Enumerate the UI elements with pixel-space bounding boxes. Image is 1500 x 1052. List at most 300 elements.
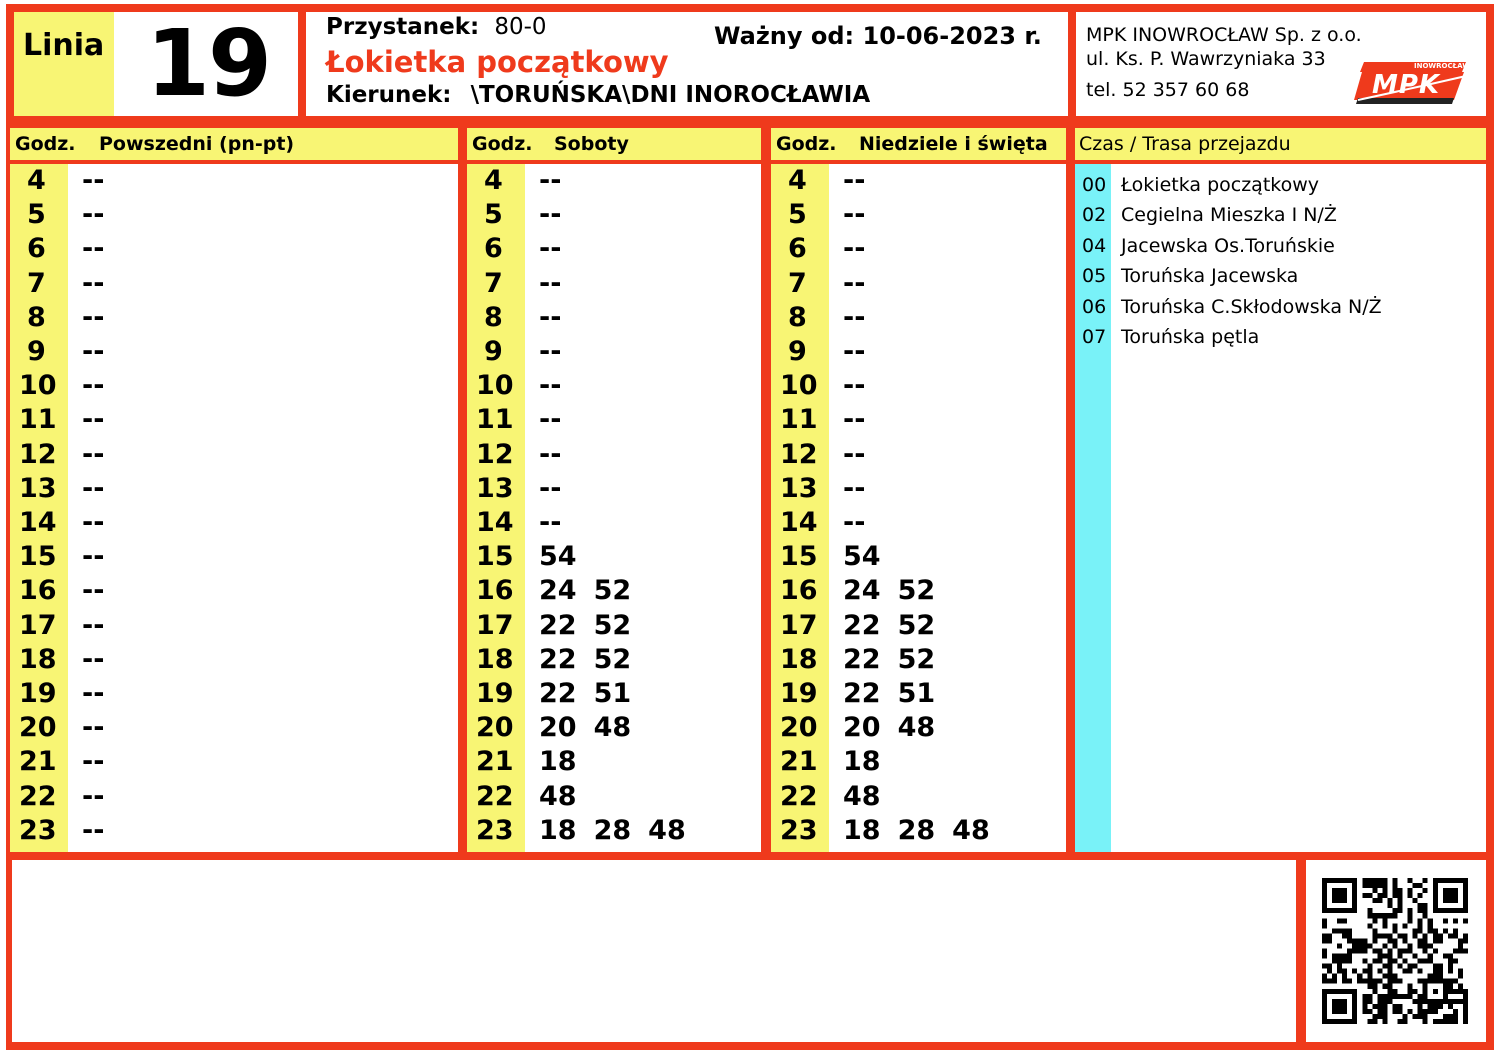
route-stop-name: Toruńska pętla bbox=[1121, 326, 1260, 348]
sunday-label: Niedziele i święta bbox=[859, 133, 1048, 155]
timetable-row bbox=[467, 472, 761, 506]
route-time: 02 bbox=[1082, 204, 1107, 227]
minutes-cell bbox=[539, 711, 648, 745]
route-stop-name: Toruńska C.Skłodowska N/Ż bbox=[1121, 295, 1382, 318]
timetable-row bbox=[771, 403, 1066, 437]
departure-minute: -- bbox=[82, 507, 105, 538]
departure-minute: -- bbox=[82, 541, 105, 573]
weekday-body bbox=[10, 164, 458, 852]
departure-minute: -- bbox=[843, 438, 866, 470]
hour-cell: 15 bbox=[476, 541, 514, 573]
departure-minute: 18 bbox=[843, 814, 881, 846]
minutes-cell bbox=[539, 643, 648, 677]
timetable-row bbox=[467, 198, 761, 232]
mpk-logo-icon bbox=[1354, 58, 1470, 108]
minutes-cell bbox=[82, 472, 121, 506]
timetable-row bbox=[10, 164, 458, 198]
minutes-cell bbox=[539, 472, 578, 506]
line-label-panel bbox=[14, 12, 114, 116]
hour-cell: 7 bbox=[788, 267, 807, 299]
timetable-row bbox=[467, 267, 761, 301]
departure-minute: 20 bbox=[843, 712, 881, 744]
timetable-row bbox=[10, 643, 458, 677]
departure-minute: -- bbox=[843, 336, 866, 367]
minutes-cell bbox=[843, 745, 898, 779]
minutes-cell bbox=[843, 335, 882, 369]
route-time: 06 bbox=[1082, 295, 1107, 318]
hour-cell: 8 bbox=[788, 301, 807, 333]
departure-minute: 52 bbox=[593, 575, 632, 607]
timetable-row bbox=[10, 506, 458, 540]
departure-minute: 24 bbox=[843, 575, 881, 607]
departure-minute: 18 bbox=[539, 746, 577, 778]
timetable-row bbox=[467, 540, 761, 574]
departure-minute: 22 bbox=[539, 643, 577, 675]
minutes-cell bbox=[539, 438, 578, 472]
departure-minute: -- bbox=[539, 472, 562, 504]
timetable-row bbox=[771, 609, 1066, 643]
hour-cell: 12 bbox=[476, 438, 514, 470]
timetable-row bbox=[10, 780, 458, 814]
route-time: 07 bbox=[1082, 326, 1107, 348]
company-phone: tel. 52 357 60 68 bbox=[1086, 79, 1250, 101]
saturday-label: Soboty bbox=[554, 133, 629, 155]
timetable-row bbox=[467, 506, 761, 540]
departure-minute: 48 bbox=[648, 814, 686, 846]
route-body bbox=[1075, 164, 1486, 852]
minutes-cell bbox=[539, 745, 594, 779]
departure-minute: -- bbox=[82, 233, 105, 265]
hour-cell: 22 bbox=[780, 780, 818, 812]
departure-minute: 51 bbox=[897, 678, 936, 709]
timetable-row bbox=[771, 232, 1066, 266]
route-time: 00 bbox=[1082, 174, 1107, 196]
hour-cell: 15 bbox=[19, 541, 57, 573]
minutes-cell bbox=[82, 780, 121, 814]
minutes-cell bbox=[843, 301, 882, 335]
hour-cell: 6 bbox=[788, 233, 807, 265]
departure-minute: -- bbox=[82, 746, 105, 778]
line-number: 19 bbox=[146, 10, 271, 117]
departure-minute: -- bbox=[82, 267, 105, 299]
timetable-row bbox=[10, 574, 458, 608]
departure-minute: -- bbox=[82, 165, 105, 196]
company-panel bbox=[1076, 12, 1486, 116]
minutes-cell bbox=[82, 164, 121, 198]
hour-label: Godz. bbox=[15, 133, 76, 155]
minutes-cell bbox=[539, 301, 578, 335]
stop-label: Przystanek: bbox=[326, 14, 480, 40]
minutes-cell bbox=[843, 506, 882, 540]
hour-cell: 4 bbox=[484, 165, 503, 196]
departure-minute: -- bbox=[82, 712, 105, 744]
minutes-cell bbox=[82, 267, 121, 301]
departure-minute: -- bbox=[539, 507, 562, 538]
departure-minute: -- bbox=[539, 199, 562, 231]
saturday-header bbox=[467, 128, 761, 160]
hour-cell: 5 bbox=[788, 199, 807, 231]
timetable-row bbox=[771, 438, 1066, 472]
minutes-cell bbox=[82, 745, 121, 779]
departure-minute: 24 bbox=[539, 575, 577, 607]
direction-label: Kierunek: bbox=[326, 82, 452, 108]
hour-cell: 20 bbox=[780, 712, 818, 744]
hour-cell: 9 bbox=[788, 336, 807, 367]
hour-cell: 23 bbox=[19, 814, 57, 846]
departure-minute: 52 bbox=[593, 643, 632, 675]
timetable-row bbox=[10, 540, 458, 574]
notes-area bbox=[12, 860, 1296, 1042]
departure-minute: 48 bbox=[539, 780, 577, 812]
minutes-cell bbox=[82, 369, 121, 403]
timetable-row bbox=[467, 301, 761, 335]
minutes-cell bbox=[82, 643, 121, 677]
departure-minute: -- bbox=[539, 233, 562, 265]
timetable-row bbox=[467, 164, 761, 198]
minutes-cell bbox=[843, 232, 882, 266]
hour-cell: 17 bbox=[476, 609, 514, 641]
departure-minute: -- bbox=[843, 404, 866, 436]
timetable-row bbox=[771, 540, 1066, 574]
timetable-row bbox=[771, 164, 1066, 198]
stop-info-panel bbox=[306, 12, 1068, 116]
departure-minute: 52 bbox=[593, 609, 632, 641]
timetable-row bbox=[10, 438, 458, 472]
minutes-cell bbox=[843, 403, 882, 437]
timetable-row bbox=[771, 198, 1066, 232]
minutes-cell bbox=[843, 677, 952, 711]
hour-cell: 12 bbox=[19, 438, 57, 470]
route-time: 04 bbox=[1082, 234, 1107, 257]
hour-cell: 11 bbox=[19, 404, 57, 436]
stop-name: Łokietka początkowy bbox=[326, 45, 669, 79]
minutes-cell bbox=[843, 643, 952, 677]
hour-cell: 14 bbox=[19, 507, 57, 538]
minutes-cell bbox=[539, 232, 578, 266]
timetable-row bbox=[771, 814, 1066, 848]
route-label: Czas / Trasa przejazdu bbox=[1079, 133, 1291, 155]
timetable-row bbox=[771, 780, 1066, 814]
hour-label: Godz. bbox=[472, 133, 533, 155]
timetable-row bbox=[467, 609, 761, 643]
logo-subtext: INOWROCŁAW bbox=[1414, 62, 1470, 70]
timetable-row bbox=[10, 198, 458, 232]
hour-cell: 11 bbox=[476, 404, 514, 436]
hour-cell: 22 bbox=[476, 780, 514, 812]
minutes-cell bbox=[539, 540, 594, 574]
route-stop-name: Łokietka początkowy bbox=[1121, 174, 1320, 196]
departure-minute: 22 bbox=[539, 678, 577, 709]
timetable-row bbox=[771, 472, 1066, 506]
timetable-row bbox=[10, 403, 458, 437]
minutes-cell bbox=[82, 438, 121, 472]
timetable-row bbox=[10, 335, 458, 369]
minutes-cell bbox=[82, 198, 121, 232]
timetable-row bbox=[467, 643, 761, 677]
departure-minute: 18 bbox=[843, 746, 881, 778]
weekday-label: Powszedni (pn-pt) bbox=[99, 133, 295, 155]
timetable-row bbox=[10, 301, 458, 335]
route-time: 05 bbox=[1082, 265, 1107, 288]
hour-cell: 14 bbox=[476, 507, 514, 538]
direction: \TORUŃSKA\DNI INOROCŁAWIA bbox=[470, 82, 871, 108]
departure-minute: -- bbox=[82, 438, 105, 470]
saturday-body bbox=[467, 164, 761, 852]
departure-minute: -- bbox=[82, 609, 105, 641]
departure-minute: -- bbox=[843, 370, 866, 402]
hour-cell: 20 bbox=[19, 712, 57, 744]
minutes-cell bbox=[82, 506, 121, 540]
departure-minute: -- bbox=[539, 404, 562, 436]
timetable-row bbox=[467, 369, 761, 403]
departure-minute: -- bbox=[82, 370, 105, 402]
timetable-row bbox=[771, 267, 1066, 301]
hour-cell: 19 bbox=[19, 678, 57, 709]
departure-minute: -- bbox=[843, 472, 866, 504]
line-label: Linia bbox=[23, 28, 105, 63]
departure-minute: 51 bbox=[593, 678, 632, 709]
minutes-cell bbox=[843, 814, 1007, 848]
hour-cell: 10 bbox=[780, 370, 818, 402]
hour-cell: 5 bbox=[484, 199, 503, 231]
minutes-cell bbox=[539, 677, 648, 711]
departure-minute: -- bbox=[82, 404, 105, 436]
timetable-row bbox=[467, 335, 761, 369]
departure-minute: 28 bbox=[897, 814, 936, 846]
timetable-row bbox=[467, 745, 761, 779]
hour-cell: 19 bbox=[780, 678, 818, 709]
departure-minute: -- bbox=[843, 507, 866, 538]
departure-minute: 54 bbox=[843, 541, 881, 573]
minutes-cell bbox=[843, 164, 882, 198]
hour-cell: 13 bbox=[476, 472, 514, 504]
departure-minute: -- bbox=[539, 267, 562, 299]
company-address: ul. Ks. P. Wawrzyniaka 33 bbox=[1086, 48, 1326, 70]
hour-cell: 9 bbox=[484, 336, 503, 367]
hour-cell: 13 bbox=[19, 472, 57, 504]
minutes-cell bbox=[539, 198, 578, 232]
departure-minute: 52 bbox=[897, 575, 936, 607]
departure-minute: -- bbox=[843, 233, 866, 265]
minutes-cell bbox=[539, 369, 578, 403]
timetable-row bbox=[467, 438, 761, 472]
qr-panel bbox=[1306, 860, 1486, 1042]
minutes-cell bbox=[539, 609, 648, 643]
timetable-row bbox=[467, 711, 761, 745]
logo-text: MPK bbox=[1372, 70, 1441, 100]
minutes-cell bbox=[539, 267, 578, 301]
timetable-row bbox=[10, 609, 458, 643]
hour-cell: 16 bbox=[780, 575, 818, 607]
departure-minute: -- bbox=[82, 336, 105, 367]
departure-minute: -- bbox=[82, 643, 105, 675]
minutes-cell bbox=[843, 438, 882, 472]
minutes-cell bbox=[82, 574, 121, 608]
timetable-row bbox=[771, 301, 1066, 335]
hour-cell: 17 bbox=[19, 609, 57, 641]
timetable-row bbox=[771, 574, 1066, 608]
minutes-cell bbox=[82, 711, 121, 745]
departure-minute: 22 bbox=[539, 609, 577, 641]
minutes-cell bbox=[82, 335, 121, 369]
minutes-cell bbox=[843, 574, 952, 608]
departure-minute: 18 bbox=[539, 814, 577, 846]
timetable-row bbox=[10, 472, 458, 506]
departure-minute: -- bbox=[82, 814, 105, 846]
route-stop-name: Cegielna Mieszka I N/Ż bbox=[1121, 204, 1337, 227]
hour-cell: 18 bbox=[19, 643, 57, 675]
minutes-cell bbox=[82, 301, 121, 335]
hour-cell: 7 bbox=[484, 267, 503, 299]
hour-cell: 23 bbox=[780, 814, 818, 846]
departure-minute: 22 bbox=[843, 643, 881, 675]
departure-minute: -- bbox=[843, 267, 866, 299]
timetable-row bbox=[10, 267, 458, 301]
valid-from: Ważny od: 10-06-2023 r. bbox=[714, 22, 1042, 50]
timetable-row bbox=[467, 232, 761, 266]
minutes-cell bbox=[843, 711, 952, 745]
minutes-cell bbox=[82, 677, 121, 711]
hour-cell: 5 bbox=[27, 199, 46, 231]
hour-cell: 11 bbox=[780, 404, 818, 436]
departure-minute: -- bbox=[82, 575, 105, 607]
timetable-row bbox=[10, 677, 458, 711]
departure-minute: 22 bbox=[843, 678, 881, 709]
weekday-header bbox=[10, 128, 458, 160]
hour-cell: 21 bbox=[476, 746, 514, 778]
company-name: MPK INOWROCŁAW Sp. z o.o. bbox=[1086, 24, 1362, 46]
timetable-row bbox=[467, 677, 761, 711]
timetable-row bbox=[771, 369, 1066, 403]
timetable-row bbox=[771, 643, 1066, 677]
minutes-cell bbox=[843, 780, 898, 814]
hour-cell: 14 bbox=[780, 507, 818, 538]
departure-minute: -- bbox=[539, 370, 562, 402]
hour-label: Godz. bbox=[776, 133, 837, 155]
hour-cell: 18 bbox=[780, 643, 818, 675]
hour-cell: 17 bbox=[780, 609, 818, 641]
hour-cell: 19 bbox=[476, 678, 514, 709]
minutes-cell bbox=[843, 369, 882, 403]
departure-minute: 48 bbox=[952, 814, 990, 846]
minutes-cell bbox=[843, 472, 882, 506]
departure-minute: -- bbox=[82, 301, 105, 333]
hour-cell: 21 bbox=[19, 746, 57, 778]
route-stop-name: Toruńska Jacewska bbox=[1121, 265, 1299, 288]
departure-minute: -- bbox=[82, 472, 105, 504]
timetable-row bbox=[10, 711, 458, 745]
hour-cell: 16 bbox=[476, 575, 514, 607]
hour-cell: 22 bbox=[19, 780, 57, 812]
hour-cell: 6 bbox=[484, 233, 503, 265]
minutes-cell bbox=[539, 814, 703, 848]
departure-minute: -- bbox=[843, 199, 866, 231]
hour-cell: 6 bbox=[27, 233, 46, 265]
minutes-cell bbox=[539, 164, 578, 198]
departure-minute: -- bbox=[82, 780, 105, 812]
hour-cell: 4 bbox=[27, 165, 46, 196]
timetable-row bbox=[771, 335, 1066, 369]
hour-cell: 20 bbox=[476, 712, 514, 744]
hour-cell: 18 bbox=[476, 643, 514, 675]
minutes-cell bbox=[843, 267, 882, 301]
hour-cell: 8 bbox=[484, 301, 503, 333]
departure-minute: -- bbox=[843, 165, 866, 196]
minutes-cell bbox=[82, 540, 121, 574]
departure-minute: 52 bbox=[897, 609, 936, 641]
sunday-body bbox=[771, 164, 1066, 852]
hour-cell: 21 bbox=[780, 746, 818, 778]
hour-cell: 12 bbox=[780, 438, 818, 470]
hour-cell: 7 bbox=[27, 267, 46, 299]
timetable-row bbox=[467, 780, 761, 814]
stop-code: 80-0 bbox=[494, 14, 547, 40]
minutes-cell bbox=[82, 403, 121, 437]
route-header bbox=[1075, 128, 1486, 160]
line-number-panel bbox=[114, 12, 298, 116]
departure-minute: 20 bbox=[539, 712, 577, 744]
hour-cell: 13 bbox=[780, 472, 818, 504]
hour-cell: 9 bbox=[27, 336, 46, 367]
minutes-cell bbox=[843, 609, 952, 643]
departure-minute: 28 bbox=[593, 814, 632, 846]
departure-minute: -- bbox=[539, 301, 562, 333]
stop-code-line bbox=[326, 14, 547, 40]
minutes-cell bbox=[82, 814, 121, 848]
timetable-row bbox=[467, 814, 761, 848]
timetable-row bbox=[467, 403, 761, 437]
qr-code-icon bbox=[1322, 878, 1468, 1024]
minutes-cell bbox=[843, 540, 898, 574]
departure-minute: 22 bbox=[843, 609, 881, 641]
departure-minute: -- bbox=[82, 199, 105, 231]
timetable-row bbox=[771, 711, 1066, 745]
departure-minute: -- bbox=[539, 165, 562, 196]
departure-minute: 52 bbox=[897, 643, 936, 675]
departure-minute: -- bbox=[82, 678, 105, 709]
route-stop-name: Jacewska Os.Toruńskie bbox=[1121, 234, 1335, 257]
timetable-row bbox=[10, 745, 458, 779]
minutes-cell bbox=[539, 335, 578, 369]
departure-minute: -- bbox=[539, 438, 562, 470]
timetable-row bbox=[771, 677, 1066, 711]
minutes-cell bbox=[539, 403, 578, 437]
departure-minute: 48 bbox=[593, 712, 632, 744]
departure-minute: 48 bbox=[897, 712, 936, 744]
timetable-row bbox=[10, 369, 458, 403]
hour-cell: 8 bbox=[27, 301, 46, 333]
minutes-cell bbox=[539, 574, 648, 608]
hour-cell: 10 bbox=[476, 370, 514, 402]
hour-cell: 15 bbox=[780, 541, 818, 573]
departure-minute: -- bbox=[539, 336, 562, 367]
direction-line bbox=[326, 82, 870, 108]
timetable-row bbox=[771, 506, 1066, 540]
hour-cell: 23 bbox=[476, 814, 514, 846]
minutes-cell bbox=[539, 780, 594, 814]
hour-cell: 4 bbox=[788, 165, 807, 196]
timetable-row bbox=[467, 574, 761, 608]
minutes-cell bbox=[843, 198, 882, 232]
departure-minute: 54 bbox=[539, 541, 577, 573]
sunday-header bbox=[771, 128, 1066, 160]
timetable-row bbox=[771, 745, 1066, 779]
departure-minute: -- bbox=[843, 301, 866, 333]
minutes-cell bbox=[539, 506, 578, 540]
timetable-row bbox=[10, 232, 458, 266]
hour-cell: 10 bbox=[19, 370, 57, 402]
timetable-row bbox=[10, 814, 458, 848]
